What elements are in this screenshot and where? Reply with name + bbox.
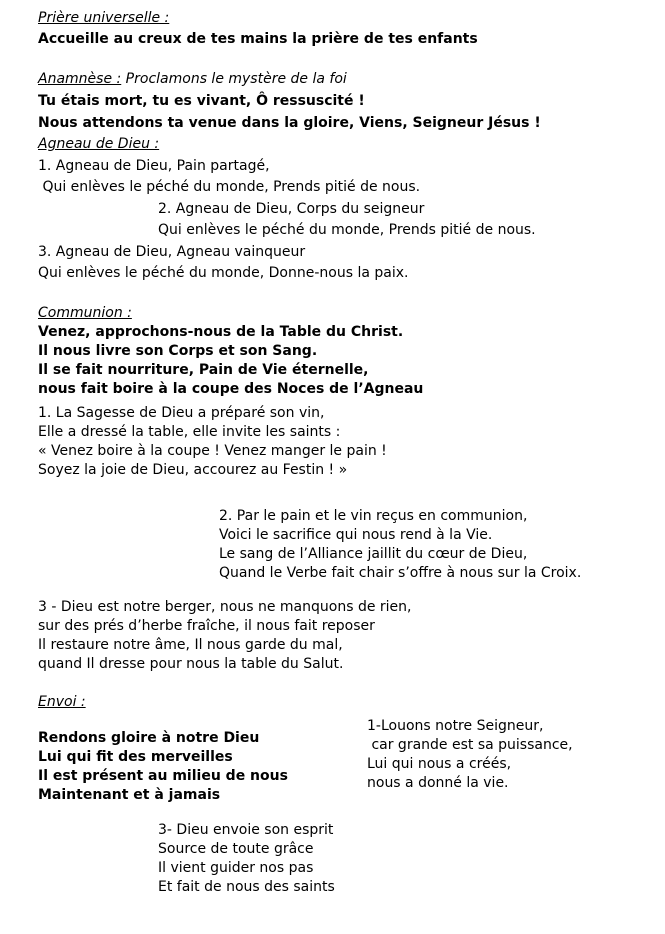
envoi-refrain-line: Lui qui fit des merveilles [38, 749, 233, 765]
agneau-line: Qui enlèves le péché du monde, Prends pitié de nous. [158, 222, 536, 238]
communion-verse2-line: Voici le sacrifice qui nous rend à la Vie. [219, 527, 493, 543]
communion-verse3-line: quand Il dresse pour nous la table du Salut. [38, 656, 344, 672]
priere-universelle-refrain: Accueille au creux de tes mains la prière de tes enfants [38, 31, 478, 47]
agneau-heading: Agneau de Dieu : [38, 136, 160, 152]
envoi-verse3-line: Source de toute grâce [158, 841, 314, 857]
envoi-heading: Envoi : [38, 694, 86, 710]
anamnese-heading: Anamnèse : Proclamons le mystère de la foi [38, 71, 347, 87]
communion-refrain-line: Venez, approchons-nous de la Table du Christ. [38, 324, 404, 340]
communion-verse1-line: « Venez boire à la coupe ! Venez manger le pain ! [38, 443, 387, 459]
envoi-verse1-line: 1-Louons notre Seigneur, [367, 718, 544, 734]
envoi-refrain-line: Rendons gloire à notre Dieu [38, 730, 260, 746]
agneau-line: 3. Agneau de Dieu, Agneau vainqueur [38, 244, 306, 260]
envoi-verse3-line: 3- Dieu envoie son esprit [158, 822, 334, 838]
communion-verse3-line: 3 - Dieu est notre berger, nous ne manquons de rien, [38, 599, 412, 615]
envoi-verse1-line: car grande est sa puissance, [367, 737, 573, 753]
priere-universelle-heading: Prière universelle : [38, 10, 170, 26]
envoi-verse1-line: Lui qui nous a créés, [367, 756, 512, 772]
envoi-verse3-line: Et fait de nous des saints [158, 879, 335, 895]
communion-verse3-line: sur des prés d’herbe fraîche, il nous fait reposer [38, 618, 375, 634]
communion-verse2-line: Le sang de l’Alliance jaillit du cœur de Dieu, [219, 546, 528, 562]
communion-verse1-line: 1. La Sagesse de Dieu a préparé son vin, [38, 405, 325, 421]
agneau-line: 1. Agneau de Dieu, Pain partagé, [38, 158, 270, 174]
anamnese-line: Nous attendons ta venue dans la gloire, Viens, Seigneur Jésus ! [38, 115, 541, 131]
envoi-refrain-line: Maintenant et à jamais [38, 787, 221, 803]
communion-verse3-line: Il restaure notre âme, Il nous garde du mal, [38, 637, 343, 653]
agneau-line: 2. Agneau de Dieu, Corps du seigneur [158, 201, 425, 217]
anamnese-line: Tu étais mort, tu es vivant, Ô ressuscité ! [38, 93, 365, 109]
communion-verse1-line: Elle a dressé la table, elle invite les saints : [38, 424, 341, 440]
agneau-line: Qui enlèves le péché du monde, Donne-nous la paix. [38, 265, 409, 281]
agneau-line: Qui enlèves le péché du monde, Prends pitié de nous. [38, 179, 421, 195]
communion-verse1-line: Soyez la joie de Dieu, accourez au Festin ! » [38, 462, 348, 478]
communion-heading: Communion : [38, 305, 132, 321]
anamnese-subtitle: Proclamons le mystère de la foi [121, 71, 347, 87]
communion-verse2-line: Quand le Verbe fait chair s’offre à nous sur la Croix. [219, 565, 582, 581]
communion-refrain-line: nous fait boire à la coupe des Noces de l’Agneau [38, 381, 424, 397]
envoi-verse3-line: Il vient guider nos pas [158, 860, 314, 876]
communion-refrain-line: Il nous livre son Corps et son Sang. [38, 343, 318, 359]
communion-verse2-line: 2. Par le pain et le vin reçus en communion, [219, 508, 528, 524]
communion-refrain-line: Il se fait nourriture, Pain de Vie éternelle, [38, 362, 369, 378]
envoi-refrain-line: Il est présent au milieu de nous [38, 768, 288, 784]
envoi-verse1-line: nous a donné la vie. [367, 775, 509, 791]
